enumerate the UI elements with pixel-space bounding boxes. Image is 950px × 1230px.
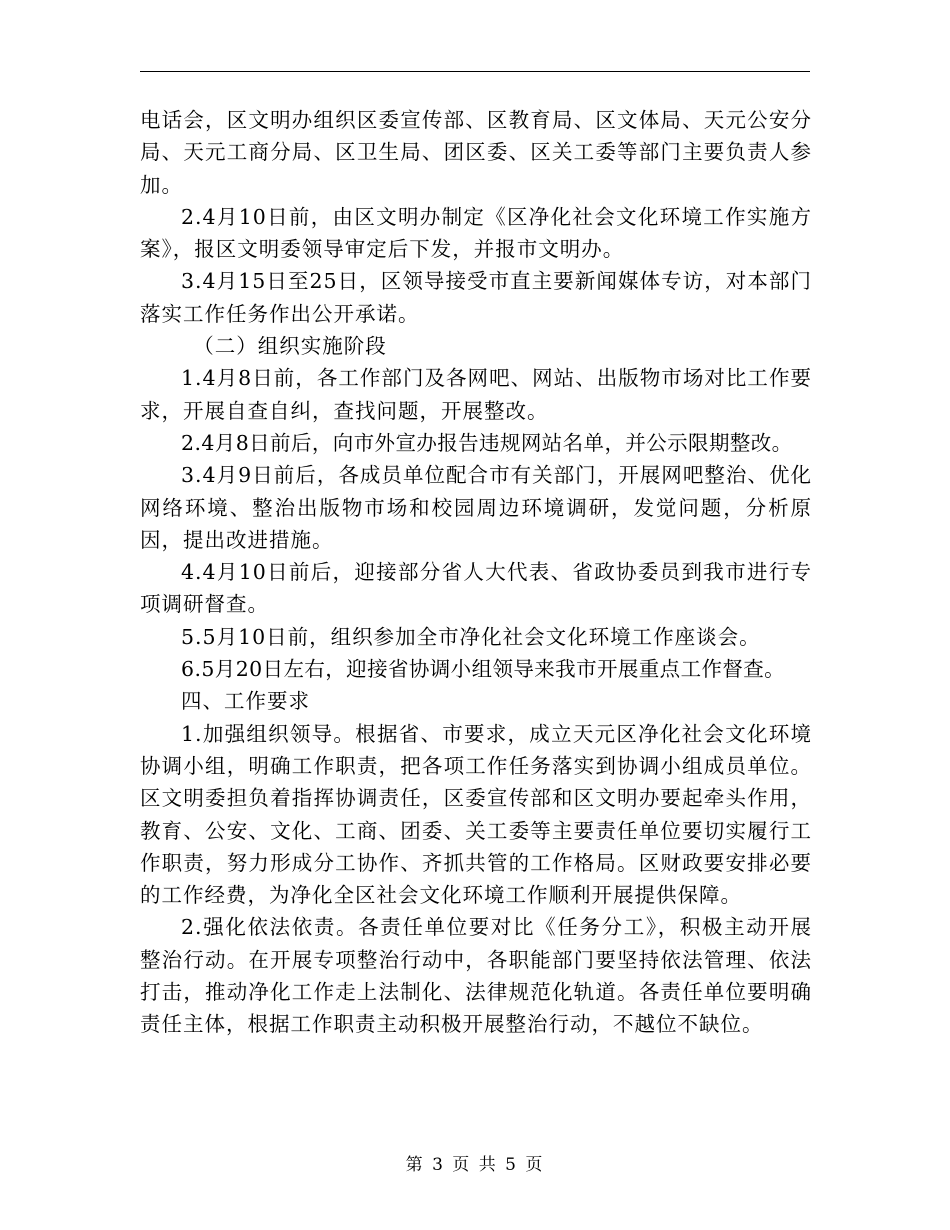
paragraph: 5.5月10日前，组织参加全市净化社会文化环境工作座谈会。 (181, 624, 761, 649)
paragraph: 6.5月20日左右，迎接省协调小组领导来我市开展重点工作督查。 (181, 657, 786, 682)
paragraph: 1.加强组织领导。根据省、市要求，成立天元区净化社会文化环境协调小组，明确工作职责，把各项工作任务落实到协调小组成员单位。区文明委担负着指挥协调责任，区委宣传部和区文明办要起牵头作用，教育、公安、文化、工商、团委、关工委等主要责任单位要切实履行工作职责，努力形成分工协作、齐抓共管的工作格局。区财政要安排必要的工作经费，为净化全区社会文化环境工作顺利开展提供保障。 (140, 721, 812, 908)
paragraph: 2.4月10日前，由区文明办制定《区净化社会文化环境工作实施方案》，报区文明委领导审定后下发，并报市文明办。 (140, 204, 812, 262)
section-heading: 四、工作要求 (181, 689, 310, 714)
paragraph: 1.4月8日前，各工作部门及各网吧、网站、出版物市场对比工作要求，开展自查自纠，查找问题，开展整改。 (140, 366, 812, 423)
page-number-footer: 第 3 页 共 5 页 (405, 1155, 545, 1175)
paragraph: 2.强化依法依责。各责任单位要对比《任务分工》，积极主动开展整治行动。在开展专项整治行动中，各职能部门要坚持依法管理、依法打击，推动净化工作走上法制化、法律规范化轨道。各责任单位要明确责任主体，根据工作职责主动积极开展整治行动，不越位不缺位。 (140, 915, 812, 1037)
paragraph: 3.4月15日至25日，区领导接受市直主要新闻媒体专访，对本部门落实工作任务作出公开承诺。 (140, 269, 812, 326)
paragraph: 电话会，区文明办组织区委宣传部、区教育局、区文体局、天元公安分局、天元工商分局、区卫生局、团区委、区关工委等部门主要负责人参加。 (140, 108, 812, 197)
paragraph: 3.4月9日前后，各成员单位配合市有关部门，开展网吧整治、优化网络环境、整治出版物市场和校园周边环境调研，发觉问题，分析原因，提出改进措施。 (140, 463, 812, 552)
paragraph: 2.4月8日前后，向市外宣办报告违规网站名单，并公示限期整改。 (181, 430, 793, 455)
paragraph: 4.4月10日前后，迎接部分省人大代表、省政协委员到我市进行专项调研督查。 (140, 560, 812, 617)
document-body (140, 104, 812, 1041)
header-rule (140, 71, 810, 72)
section-heading: （二）组织实施阶段 (193, 334, 387, 359)
